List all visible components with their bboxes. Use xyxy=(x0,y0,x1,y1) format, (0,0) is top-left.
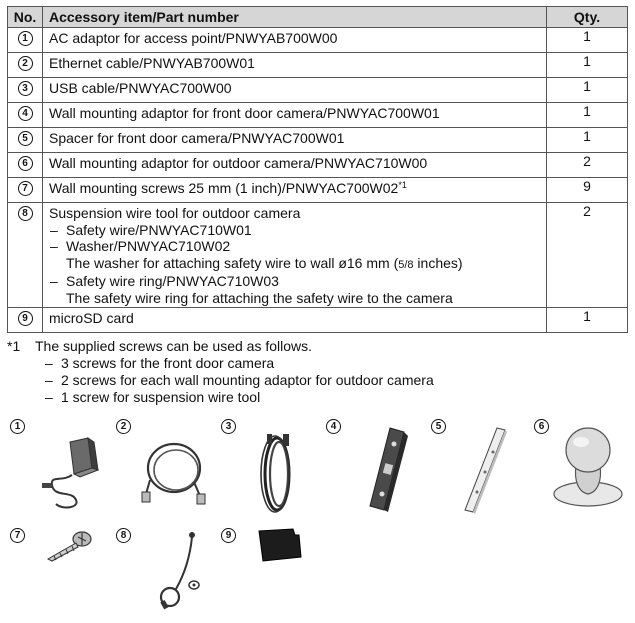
item-number: 4 xyxy=(18,106,33,121)
footnote xyxy=(7,338,627,406)
illustration-number: 3 xyxy=(221,419,236,434)
item-qty: 1 xyxy=(547,53,628,78)
table-header-row xyxy=(8,7,628,28)
item-name: microSD card xyxy=(43,308,547,333)
item-number: 5 xyxy=(18,131,33,146)
table-row xyxy=(8,308,628,333)
illustration-4 xyxy=(326,418,426,518)
suspension-wire-tool-icon xyxy=(130,527,220,619)
illustration-number: 2 xyxy=(116,419,131,434)
dash: – xyxy=(45,372,53,388)
ethernet-cable-icon xyxy=(136,432,216,512)
item-number: 3 xyxy=(18,81,33,96)
microsd-card-icon xyxy=(255,527,305,567)
table-row xyxy=(8,128,628,153)
spacer-icon xyxy=(455,424,515,514)
front-door-mount-adaptor-icon xyxy=(360,424,420,514)
illustration-number: 9 xyxy=(221,528,236,543)
footnote-item-text: 3 screws for the front door camera xyxy=(61,355,275,371)
footnote-text: The supplied screws can be used as follows. xyxy=(35,338,313,354)
item-qty: 1 xyxy=(547,128,628,153)
item-qty: 2 xyxy=(547,203,628,308)
footnote-item xyxy=(45,355,627,372)
table-row xyxy=(8,53,628,78)
illustration-5 xyxy=(431,418,531,518)
header-no: No. xyxy=(8,7,43,28)
item-number: 2 xyxy=(18,56,33,71)
item-name: Wall mounting adaptor for front door camera/PNWYAC700W01 xyxy=(43,103,547,128)
subitem xyxy=(49,238,540,273)
dash: – xyxy=(50,238,58,254)
illustration-number: 4 xyxy=(326,419,341,434)
table-row xyxy=(8,78,628,103)
item-qty: 1 xyxy=(547,28,628,53)
subitem xyxy=(49,222,540,239)
header-item: Accessory item/Part number xyxy=(43,7,547,28)
usb-cable-icon xyxy=(249,426,309,516)
illustration-7 xyxy=(10,527,110,623)
item-name-cell xyxy=(43,178,547,203)
subitem-list xyxy=(49,222,540,307)
illustration-number: 7 xyxy=(10,528,25,543)
header-qty: Qty. xyxy=(547,7,628,28)
item-number: 1 xyxy=(18,31,33,46)
item-name: USB cable/PNWYAC700W00 xyxy=(43,78,547,103)
item-number: 7 xyxy=(18,181,33,196)
item-number: 8 xyxy=(18,206,33,221)
subitem xyxy=(49,273,540,306)
table-row xyxy=(8,203,628,308)
subitem-desc: The safety wire ring for attaching the safety wire to the camera xyxy=(66,289,453,306)
item-name-cell xyxy=(43,203,547,308)
illustration-number: 1 xyxy=(10,419,25,434)
dash: – xyxy=(45,389,53,405)
item-qty: 1 xyxy=(547,308,628,333)
subitem-name: Safety wire ring/PNWYAC710W03 xyxy=(66,273,279,289)
item-name: Wall mounting adaptor for outdoor camera/PNWYAC710W00 xyxy=(43,153,547,178)
dash: – xyxy=(45,355,53,371)
footnote-mark: *1 xyxy=(7,338,21,354)
illustration-1 xyxy=(10,418,110,518)
item-qty: 1 xyxy=(547,103,628,128)
item-qty: 2 xyxy=(547,153,628,178)
subitem-name: Safety wire/PNWYAC710W01 xyxy=(66,221,252,238)
illustration-3 xyxy=(221,418,321,518)
item-name: Ethernet cable/PNWYAB700W01 xyxy=(43,53,547,78)
table-row xyxy=(8,28,628,53)
item-name: AC adaptor for access point/PNWYAB700W00 xyxy=(43,28,547,53)
dash: – xyxy=(50,273,58,289)
accessory-table xyxy=(7,6,628,333)
illustration-9 xyxy=(221,527,321,623)
table-row xyxy=(8,153,628,178)
table-row xyxy=(8,178,628,203)
footnote-item xyxy=(45,389,627,406)
subitem-desc-text: The washer for attaching safety wire to wall ø16 mm ( xyxy=(66,254,399,271)
outdoor-mount-adaptor-icon xyxy=(548,422,632,512)
footnote-item-text: 2 screws for each wall mounting adaptor for outdoor camera xyxy=(61,372,434,388)
dash: – xyxy=(50,221,58,238)
illustration-8 xyxy=(116,527,216,623)
footnote-item-text: 1 screw for suspension wire tool xyxy=(61,389,261,405)
item-number: 9 xyxy=(18,311,33,326)
illustration-number: 5 xyxy=(431,419,446,434)
screw-icon xyxy=(38,527,98,567)
fraction: 5/8 xyxy=(398,258,414,271)
subitem-desc xyxy=(66,255,540,274)
illustration-number: 6 xyxy=(534,419,549,434)
footnote-item xyxy=(45,372,627,389)
item-name: Spacer for front door camera/PNWYAC700W01 xyxy=(43,128,547,153)
ac-adaptor-icon xyxy=(32,430,112,515)
item-qty: 9 xyxy=(547,178,628,203)
footnote-ref: *1 xyxy=(398,180,407,190)
subitem-name: Washer/PNWYAC710W02 xyxy=(66,238,231,254)
illustration-2 xyxy=(116,418,216,518)
footnote-list xyxy=(35,355,627,406)
subitem-desc-text: inches) xyxy=(413,254,463,271)
item-name: Wall mounting screws 25 mm (1 inch)/PNWYAC700W02 xyxy=(49,180,399,196)
item-name: Suspension wire tool for outdoor camera xyxy=(49,205,301,221)
illustration-number: 8 xyxy=(116,528,131,543)
table-row xyxy=(8,103,628,128)
item-qty: 1 xyxy=(547,78,628,103)
item-number: 6 xyxy=(18,156,33,171)
illustration-6 xyxy=(534,418,634,518)
